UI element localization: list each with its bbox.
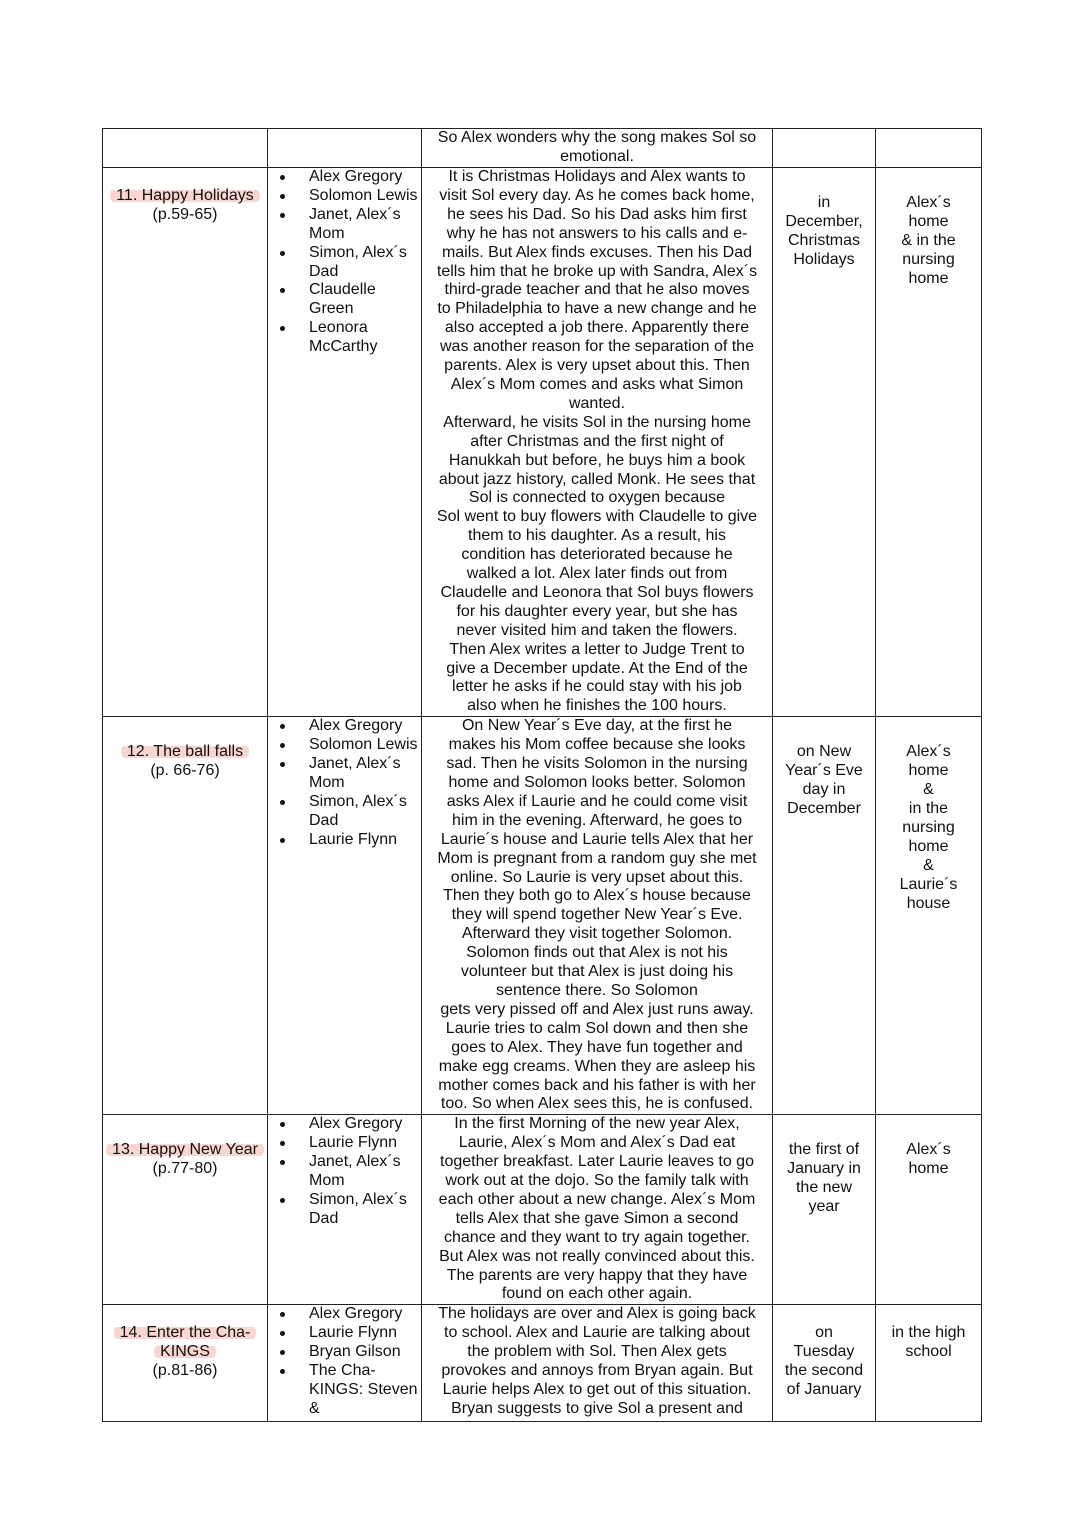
- chapter-pages: (p.81-86): [152, 1362, 218, 1380]
- characters-cell: [268, 168, 422, 717]
- table-row: [103, 1305, 982, 1422]
- characters-list: [268, 1115, 421, 1228]
- summary-cell: It is Christmas Holidays and Alex wants to visit Sol every day. As he comes back home, he sees his Dad. So his Dad asks him first why he has not answers to his calls and e- mails. But Alex finds excuses. Then his Dad tells him that he broke up with Sandra, Alex´s third-grade teacher and that he also moves to Philadelphia to have a new change and he also accepted a job there. Apparently there was another reason for the separation of the parents. Alex is very upset about this. Then Alex´s Mom comes and asks what Simon wanted. Afterward, he visits Sol in the nursing home after Christmas and the first night of Hanukkah but before, he buys him a book about jazz history, called Monk. He sees that Sol is connected to oxygen because Sol went to buy flowers with Claudelle to give them to his daughter. As a result, his condition has deteriorated because he walked a lot. Alex later finds out from Claudelle and Leonora that Sol buys flowers for his daughter every year, but she has never visited him and taken the flowers. Then Alex writes a letter to Judge Trent to give a December update. At the End of the letter he asks if he could stay with his job also when he finishes the 100 hours.: [422, 168, 773, 717]
- summary-cell: The holidays are over and Alex is going back to school. Alex and Laurie are talking about the problem with Sol. Then Alex gets provokes and annoys from Bryan again. But Laurie helps Alex to get out of this situation. Bryan suggests to give Sol a present and: [422, 1305, 773, 1422]
- list-item: Bryan Gilson: [268, 1343, 421, 1362]
- time-cell: on New Year´s Eve day in December: [773, 717, 876, 1115]
- chapter-cell: [103, 717, 268, 1115]
- list-item: Simon, Alex´s Dad: [268, 1191, 421, 1229]
- list-item: Solomon Lewis: [268, 736, 421, 755]
- list-item: Janet, Alex´s Mom: [268, 206, 421, 244]
- table-row: [103, 129, 982, 168]
- list-item: Alex Gregory: [268, 717, 421, 736]
- place-cell: Alex´s home & in the nursing home & Laurie´s house: [876, 717, 982, 1115]
- place-cell: [876, 129, 982, 168]
- summary-cell: On New Year´s Eve day, at the first he makes his Mom coffee because she looks sad. Then he visits Solomon in the nursing home and Solomon looks better. Solomon asks Alex if Laurie and he could come visit him in the evening. Afterward, he goes to Laurie´s house and Laurie tells Alex that her Mom is pregnant from a random guy she met online. So Laurie is very upset about this. Then they both go to Alex´s house because they will spend together New Year´s Eve. Afterward they visit together Solomon. Solomon finds out that Alex is not his volunteer but that Alex is just doing his sentence there. So Solomon gets very pissed off and Alex just runs away. Laurie tries to calm Sol down and then she goes to Alex. They have fun together and make egg creams. When they are asleep his mother comes back and his father is with her too. So when Alex sees this, he is confused.: [422, 717, 773, 1115]
- characters-list: [268, 168, 421, 357]
- place-cell: Alex´s home & in the nursing home: [876, 168, 982, 717]
- chapter-title: 13. Happy New Year: [106, 1141, 264, 1158]
- list-item: Alex Gregory: [268, 1115, 421, 1134]
- place-cell: Alex´s home: [876, 1115, 982, 1305]
- chapter-cell: [103, 129, 268, 168]
- table-row: [103, 717, 982, 1115]
- characters-cell: [268, 1115, 422, 1305]
- time-cell: in December, Christmas Holidays: [773, 168, 876, 717]
- table-row: [103, 1115, 982, 1305]
- list-item: Leonora McCarthy: [268, 319, 421, 357]
- list-item: Laurie Flynn: [268, 1324, 421, 1343]
- list-item: Simon, Alex´s Dad: [268, 244, 421, 282]
- list-item: Laurie Flynn: [268, 1134, 421, 1153]
- chapter-title: 11. Happy Holidays: [110, 187, 260, 204]
- chapter-pages: (p.59-65): [152, 205, 218, 223]
- characters-list: [268, 1305, 421, 1418]
- list-item: Laurie Flynn: [268, 831, 421, 850]
- list-item: Janet, Alex´s Mom: [268, 1153, 421, 1191]
- list-item: Solomon Lewis: [268, 187, 421, 206]
- chapter-pages: (p. 66-76): [150, 762, 220, 780]
- chapter-summary-table: [102, 128, 982, 1422]
- summary-cell: So Alex wonders why the song makes Sol so emotional.: [422, 129, 773, 168]
- summary-cell: In the first Morning of the new year Alex, Laurie, Alex´s Mom and Alex´s Dad eat together breakfast. Later Laurie leaves to go work out at the dojo. So the family talk with each other about a new change. Alex´s Mom tells Alex that she gave Simon a second chance and they want to try again together. But Alex was not really convinced about this. The parents are very happy that they have found on each other again.: [422, 1115, 773, 1305]
- characters-list: [268, 717, 421, 849]
- list-item: Simon, Alex´s Dad: [268, 793, 421, 831]
- table-row: [103, 168, 982, 717]
- place-cell: in the high school: [876, 1305, 982, 1422]
- characters-cell: [268, 717, 422, 1115]
- list-item: The Cha-KINGS: Steven &: [268, 1362, 421, 1419]
- list-item: Claudelle Green: [268, 281, 421, 319]
- list-item: Janet, Alex´s Mom: [268, 755, 421, 793]
- chapter-pages: (p.77-80): [152, 1160, 218, 1178]
- chapter-cell: [103, 168, 268, 717]
- list-item: Alex Gregory: [268, 168, 421, 187]
- chapter-cell: [103, 1305, 268, 1422]
- characters-cell: [268, 1305, 422, 1422]
- list-item: Alex Gregory: [268, 1305, 421, 1324]
- time-cell: on Tuesday the second of January: [773, 1305, 876, 1422]
- characters-cell: [268, 129, 422, 168]
- chapter-title: 12. The ball falls: [121, 743, 249, 760]
- time-cell: [773, 129, 876, 168]
- chapter-title: 14. Enter the Cha-KINGS: [114, 1324, 257, 1360]
- chapter-cell: [103, 1115, 268, 1305]
- time-cell: the first of January in the new year: [773, 1115, 876, 1305]
